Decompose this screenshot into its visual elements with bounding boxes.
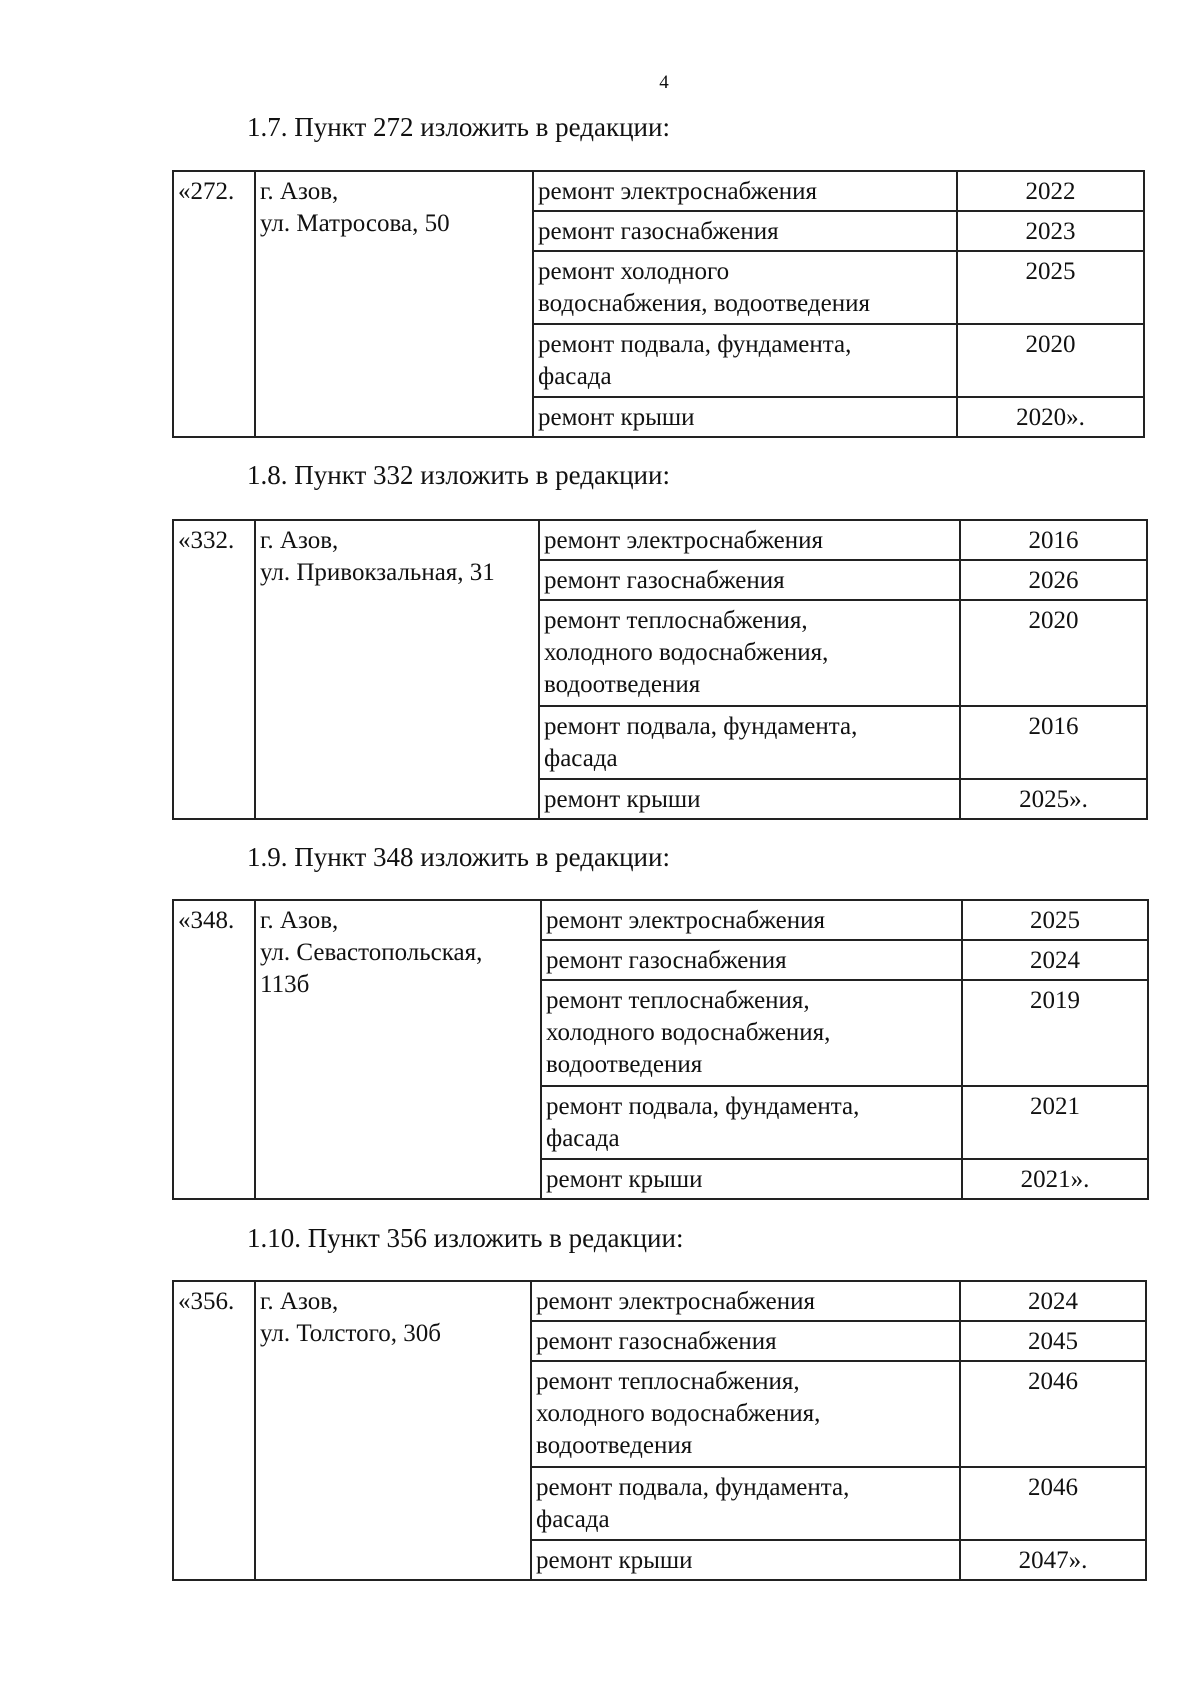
work-type-cell	[533, 324, 957, 397]
page-number: 4	[659, 72, 669, 93]
year-value: 2020».	[1016, 404, 1085, 431]
year-value: 2026	[1028, 567, 1079, 594]
year-value: 2021».	[1020, 1166, 1090, 1193]
work-type-line: ремонт теплоснабжения,	[536, 1368, 800, 1395]
work-type-cell	[531, 1321, 960, 1361]
address-cell	[255, 1281, 531, 1580]
amendment-table	[172, 519, 1148, 820]
work-type-line: ремонт подвала, фундамента,	[536, 1474, 850, 1501]
work-type-line: ремонт электроснабжения	[538, 178, 817, 205]
year-cell	[960, 779, 1147, 819]
year-cell	[957, 211, 1144, 251]
address-line: ул. Севастопольская,	[260, 939, 483, 966]
address-cell	[255, 520, 539, 819]
year-cell	[962, 980, 1148, 1086]
work-type-cell	[531, 1467, 960, 1540]
table-row	[173, 520, 1147, 560]
table-row	[173, 171, 1144, 211]
item-number: «332.	[178, 527, 235, 554]
work-type-line: ремонт крыши	[546, 1166, 703, 1193]
year-cell	[962, 1086, 1148, 1159]
work-type-line: ремонт газоснабжения	[546, 947, 787, 974]
work-type-line: ремонт электроснабжения	[544, 527, 823, 554]
work-type-line: фасада	[546, 1125, 620, 1152]
year-value: 2045	[1028, 1328, 1078, 1355]
year-cell	[960, 600, 1147, 706]
item-number: «348.	[178, 907, 235, 934]
year-value: 2025	[1025, 258, 1076, 285]
address-line: г. Азов,	[260, 527, 339, 554]
address-line: г. Азов,	[260, 1288, 339, 1315]
table-row	[173, 1281, 1146, 1321]
address-line: 113б	[260, 971, 310, 998]
address-cell	[255, 171, 533, 437]
year-value: 2024	[1028, 1288, 1078, 1315]
amendment-table	[172, 1280, 1147, 1581]
year-value: 2016	[1028, 527, 1079, 554]
work-type-line: ремонт электроснабжения	[536, 1288, 815, 1315]
work-type-cell	[531, 1361, 960, 1467]
year-cell	[960, 560, 1147, 600]
work-type-cell	[533, 211, 957, 251]
year-value: 2020	[1025, 331, 1076, 358]
year-cell	[960, 1321, 1146, 1361]
work-type-cell	[533, 251, 957, 324]
year-value: 2022	[1025, 178, 1076, 205]
item-number: «356.	[178, 1288, 235, 1315]
year-cell	[960, 1361, 1146, 1467]
year-cell	[960, 1467, 1146, 1540]
work-type-cell	[541, 980, 962, 1086]
work-type-line: фасада	[536, 1506, 610, 1533]
work-type-line: холодного водоснабжения,	[544, 639, 829, 666]
work-type-line: водоотведения	[546, 1051, 703, 1078]
work-type-line: ремонт теплоснабжения,	[544, 607, 808, 634]
address-line: ул. Матросова, 50	[260, 210, 450, 237]
work-type-line: ремонт газоснабжения	[536, 1328, 777, 1355]
work-type-line: ремонт крыши	[544, 786, 701, 813]
work-type-line: ремонт газоснабжения	[538, 218, 779, 245]
address-line: г. Азов,	[260, 178, 339, 205]
item-number-cell	[173, 171, 255, 437]
work-type-cell	[541, 900, 962, 940]
year-cell	[960, 706, 1147, 779]
work-type-line: водоотведения	[544, 671, 701, 698]
address-line: г. Азов,	[260, 907, 339, 934]
year-value: 2019	[1030, 987, 1080, 1014]
year-value: 2025	[1030, 907, 1080, 934]
year-value: 2024	[1030, 947, 1080, 974]
work-type-line: ремонт электроснабжения	[546, 907, 825, 934]
year-value: 2047».	[1018, 1547, 1088, 1574]
work-type-line: ремонт крыши	[536, 1547, 693, 1574]
year-value: 2046	[1028, 1368, 1078, 1395]
work-type-line: ремонт теплоснабжения,	[546, 987, 810, 1014]
work-type-cell	[541, 1159, 962, 1199]
year-value: 2016	[1028, 713, 1079, 740]
year-cell	[962, 900, 1148, 940]
section-heading: 1.7. Пункт 272 изложить в редакции:	[247, 112, 670, 142]
year-value: 2025».	[1019, 786, 1088, 813]
work-type-cell	[539, 560, 960, 600]
year-cell	[957, 397, 1144, 437]
year-value: 2023	[1025, 218, 1076, 245]
address-cell	[255, 900, 541, 1199]
year-cell	[960, 1281, 1146, 1321]
work-type-line: холодного водоснабжения,	[536, 1400, 821, 1427]
item-number: «272.	[178, 178, 235, 205]
year-value: 2021	[1030, 1093, 1080, 1120]
address-line: ул. Толстого, 30б	[260, 1320, 441, 1347]
table-row	[173, 900, 1148, 940]
work-type-line: ремонт подвала, фундамента,	[546, 1093, 860, 1120]
section-heading: 1.9. Пункт 348 изложить в редакции:	[247, 842, 670, 872]
year-cell	[962, 940, 1148, 980]
year-cell	[960, 520, 1147, 560]
work-type-line: водоотведения	[536, 1432, 693, 1459]
work-type-line: ремонт крыши	[538, 404, 695, 431]
work-type-line: водоснабжения, водоотведения	[538, 290, 870, 317]
work-type-cell	[539, 706, 960, 779]
item-number-cell	[173, 900, 255, 1199]
section-heading: 1.10. Пункт 356 изложить в редакции:	[247, 1223, 684, 1253]
amendment-table	[172, 170, 1145, 438]
work-type-line: ремонт подвала, фундамента,	[538, 331, 852, 358]
work-type-cell	[541, 940, 962, 980]
work-type-cell	[533, 397, 957, 437]
amendment-table	[172, 899, 1149, 1200]
year-value: 2020	[1028, 607, 1079, 634]
year-value: 2046	[1028, 1474, 1078, 1501]
item-number-cell	[173, 520, 255, 819]
work-type-cell	[541, 1086, 962, 1159]
work-type-cell	[539, 779, 960, 819]
year-cell	[957, 251, 1144, 324]
work-type-line: фасада	[544, 745, 618, 772]
work-type-cell	[539, 600, 960, 706]
work-type-line: ремонт газоснабжения	[544, 567, 785, 594]
work-type-cell	[531, 1540, 960, 1580]
address-line: ул. Привокзальная, 31	[260, 559, 495, 586]
work-type-cell	[539, 520, 960, 560]
work-type-cell	[533, 171, 957, 211]
year-cell	[957, 324, 1144, 397]
work-type-line: холодного водоснабжения,	[546, 1019, 831, 1046]
year-cell	[960, 1540, 1146, 1580]
work-type-line: ремонт подвала, фундамента,	[544, 713, 858, 740]
work-type-line: фасада	[538, 363, 612, 390]
section-heading: 1.8. Пункт 332 изложить в редакции:	[247, 460, 670, 490]
item-number-cell	[173, 1281, 255, 1580]
work-type-cell	[531, 1281, 960, 1321]
year-cell	[957, 171, 1144, 211]
year-cell	[962, 1159, 1148, 1199]
work-type-line: ремонт холодного	[538, 258, 730, 285]
